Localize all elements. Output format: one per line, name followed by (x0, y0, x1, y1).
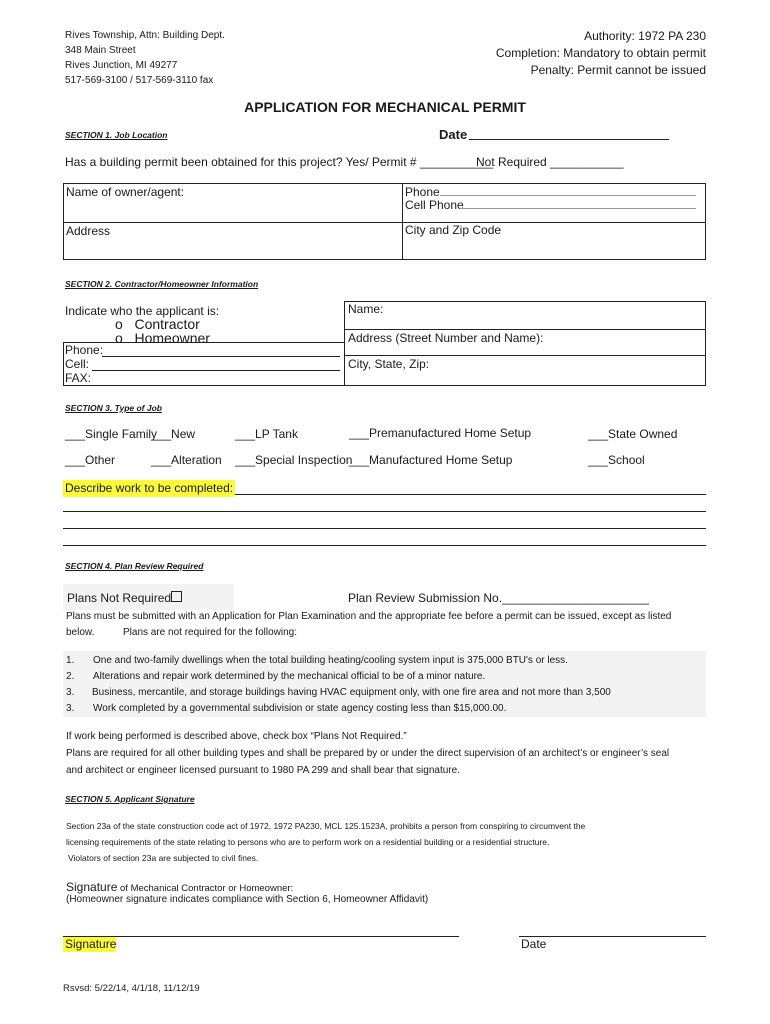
option-label: Homeowner (134, 330, 210, 346)
signature-label: Signature (65, 937, 117, 951)
plan-review-submission: Plan Review Submission No.______________________ (348, 591, 649, 605)
section2-heading: SECTION 2. Contractor/Homeowner Information (65, 279, 259, 289)
phone-line (440, 195, 696, 196)
job-single-family[interactable]: ___Single Family (65, 427, 158, 441)
page-title: APPLICATION FOR MECHANICAL PERMIT (244, 99, 526, 115)
owner-agent-label: Name of owner/agent: (66, 185, 185, 199)
job-other[interactable]: ___Other (65, 453, 116, 467)
contractor-cell-label: Cell: (65, 357, 90, 371)
job-special-inspection[interactable]: ___Special Inspection (235, 453, 353, 467)
authority-line: Penalty: Permit cannot be issued (530, 63, 706, 77)
indicate-applicant: Indicate who the applicant is: (65, 304, 220, 318)
plans-note: Plans are required for all other building types and shall be prepared by or under the direct supervision of an architect’s or engineer’s seal (66, 748, 670, 759)
job-manufactured[interactable]: ___Manufactured Home Setup (349, 453, 513, 467)
exempt-item: Work completed by a governmental subdivision or state agency costing less than $15,000.00. (93, 703, 507, 714)
exempt-num: 3. (66, 703, 75, 714)
address-line: 517-569-3100 / 517-569-3110 fax (65, 75, 214, 86)
city-zip-label: City and Zip Code (405, 223, 502, 237)
contractor-name-field[interactable] (344, 301, 706, 330)
phone-cell[interactable] (402, 183, 706, 223)
exempt-num: 2. (66, 671, 75, 682)
plans-intro-below: below. (66, 627, 95, 638)
address-line: 348 Main Street (65, 45, 136, 56)
section1-heading: SECTION 1. Job Location (65, 130, 168, 140)
contractor-address-label: Address (Street Number and Name): (348, 331, 544, 345)
plans-intro-2: Plans are not required for the following: (123, 627, 297, 638)
section4-heading: SECTION 4. Plan Review Required (65, 561, 204, 571)
exempt-item: One and two-family dwellings when the total building heating/cooling system input is 375,000 BTU's or less. (93, 655, 568, 666)
name-label: Name: (348, 302, 384, 316)
job-lp-tank[interactable]: ___LP Tank (235, 427, 298, 441)
plans-note: and architect or engineer licensed pursuant to 1980 PA 299 and shall bear that signature. (66, 765, 460, 776)
plans-intro: Plans must be submitted with an Application for Plan Examination and the appropriate fee before a permit can be issued, except as listed (66, 611, 672, 622)
signature-note: (Homeowner signature indicates compliance with Section 6, Homeowner Affidavit) (66, 894, 429, 905)
plans-note: If work being performed is described above, check box “Plans Not Required.” (66, 731, 407, 742)
not-required-label: Not Required ___________ (476, 155, 624, 169)
phone-label: Phone (405, 185, 440, 199)
plans-not-required-checkbox[interactable] (171, 591, 182, 602)
contractor-address-field[interactable] (344, 329, 706, 356)
signature-heading (66, 880, 293, 894)
radio-circle-icon: o (115, 330, 123, 346)
describe-line[interactable] (63, 528, 706, 529)
signature-date-label: Date (521, 937, 547, 951)
exempt-item: Alterations and repair work determined by the mechanical official to be of a minor nature. (93, 671, 486, 682)
section5-heading: SECTION 5. Applicant Signature (65, 794, 195, 804)
plans-not-required-label: Plans Not Required (67, 591, 172, 605)
exempt-num: 3. (66, 687, 75, 698)
signature-date-field[interactable] (519, 936, 706, 937)
legal-text: Section 23a of the state construction code act of 1972, 1972 PA230, MCL 125.1523A, prohibits a person from conspiring to circumvent the (66, 821, 586, 831)
job-alteration[interactable]: ___Alteration (151, 453, 222, 467)
cell-phone-line (460, 208, 696, 209)
owner-agent-field[interactable] (63, 183, 403, 223)
contractor-cell-field[interactable] (92, 370, 340, 371)
contractor-phone-field[interactable] (102, 356, 340, 357)
signature-field[interactable] (63, 936, 459, 937)
signature-rest: of Mechanical Contractor or Homeowner: (117, 883, 294, 894)
signature-word: Signature (66, 880, 118, 894)
radio-circle-icon: o (115, 316, 123, 332)
legal-text: licensing requirements of the state relating to persons who are to perform work on a residential building or a residential structure. (66, 837, 550, 847)
cell-phone-label: Cell Phone (405, 198, 464, 212)
address-line: Rives Junction, MI 49277 (65, 60, 178, 71)
describe-work-label: Describe work to be completed: (65, 481, 234, 495)
contractor-fax-label: FAX: (65, 371, 92, 385)
address-field[interactable] (63, 222, 403, 260)
option-label: Contractor (134, 316, 200, 332)
job-school[interactable]: ___School (588, 453, 645, 467)
authority-line: Completion: Mandatory to obtain permit (495, 46, 706, 60)
describe-line[interactable] (63, 545, 706, 546)
address-label: Address (66, 224, 111, 238)
contractor-phone-label: Phone: (65, 343, 104, 357)
contractor-contact-box (63, 342, 345, 386)
permit-question: Has a building permit been obtained for this project? Yes/ Permit # ___________ (65, 155, 494, 169)
describe-line[interactable] (235, 494, 706, 495)
city-state-zip-label: City, State, Zip: (348, 357, 430, 371)
date-field[interactable] (469, 139, 669, 140)
address-line: Rives Township, Attn: Building Dept. (65, 30, 225, 41)
date-label: Date (439, 127, 468, 142)
city-zip-field[interactable] (402, 222, 706, 260)
revision-footer: Rsvsd: 5/22/14, 4/1/18, 11/12/19 (63, 983, 200, 994)
job-new[interactable]: ___New (151, 427, 196, 441)
section3-heading: SECTION 3. Type of Job (65, 403, 162, 413)
authority-line: Authority: 1972 PA 230 (584, 29, 706, 43)
exempt-num: 1. (66, 655, 75, 666)
job-premanufactured[interactable]: ___Premanufactured Home Setup (349, 426, 532, 440)
legal-text: Violators of section 23a are subjected to civil fines. (68, 853, 259, 863)
describe-line[interactable] (63, 511, 706, 512)
city-state-zip-field[interactable] (344, 355, 706, 386)
job-state-owned[interactable]: ___State Owned (588, 427, 678, 441)
exempt-list (63, 651, 706, 717)
exempt-item: Business, mercantile, and storage buildings having HVAC equipment only, with one fire area and not more than 3,500 (92, 687, 611, 698)
